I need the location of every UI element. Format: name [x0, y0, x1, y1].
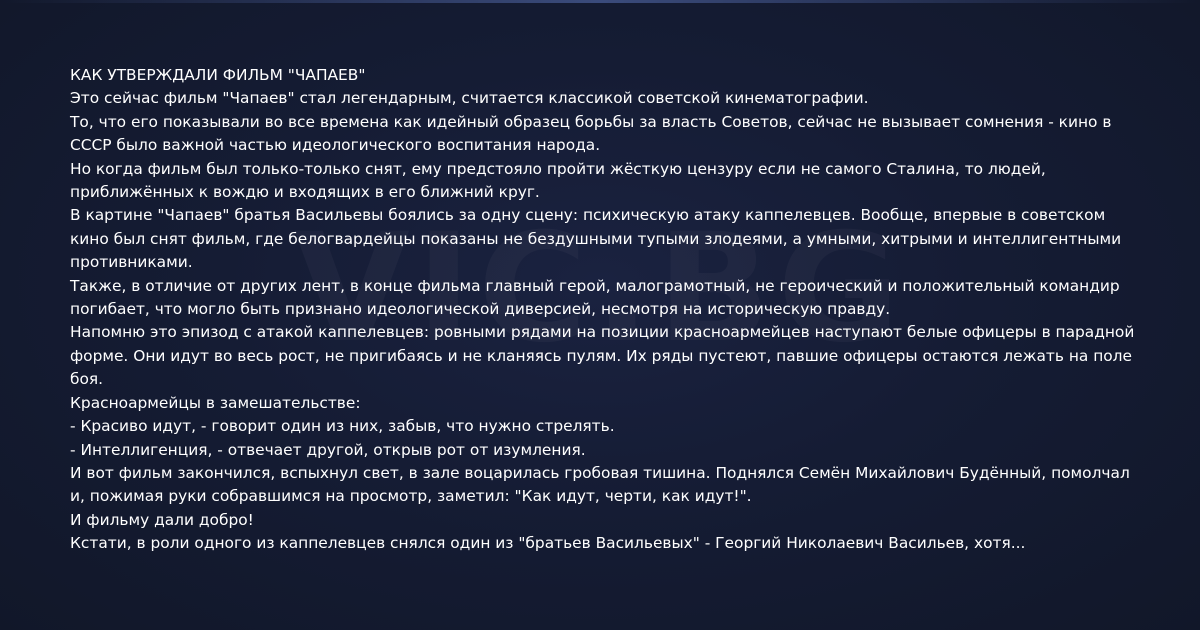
article-paragraph: Но когда фильм был только-только снят, ему предстояло пройти жёсткую цензуру если не самого Сталина, то людей, приближённых к вождю и входящих в его ближний круг. — [70, 159, 1046, 202]
article-paragraph: Это сейчас фильм "Чапаев" стал легендарным, считается классикой советской кинематографии. — [70, 89, 869, 108]
article-paragraph: Также, в отличие от других лент, в конце фильма главный герой, малограмотный, не героический и положительный командир погибает, что могло быть признано идеологической диверсией, несмотря на историческую правду. — [70, 276, 1120, 319]
top-border-glow — [0, 0, 1200, 3]
article-paragraph: Кстати, в роли одного из каппелевцев снялся один из "братьев Васильевых" - Георгий Николаевич Васильев, хотя... — [70, 534, 1026, 553]
article-title: КАК УТВЕРЖДАЛИ ФИЛЬМ "ЧАПАЕВ" — [70, 66, 366, 84]
article-text — [70, 64, 1138, 556]
article-paragraph: И фильму дали добро! — [70, 510, 254, 529]
dialogue-line: - Интеллигенция, - отвечает другой, открыв рот от изумления. — [70, 440, 586, 459]
dialogue-line: - Красиво идут, - говорит один из них, забыв, что нужно стрелять. — [70, 417, 615, 436]
article-paragraph: В картине "Чапаев" братья Васильевы боялись за одну сцену: психическую атаку каппелевцев. Вообще, впервые в советском кино был снят фильм, где белогвардейцы показаны не бездушными тупыми злодеями, а умными, хитрыми и интеллигентными противниками. — [70, 206, 1122, 272]
article-paragraph: И вот фильм закончился, вспыхнул свет, в зале воцарилась гробовая тишина. Поднялся Семён Михайлович Будённый, помолчал и, пожимая руки собравшимся на просмотр, заметил: "Как идут, черти, как идут!". — [70, 463, 1130, 506]
article-paragraph: То, что его показывали во все времена как идейный образец борьбы за власть Советов, сейчас не вызывает сомнения - кино в СССР было важной частью идеологического воспитания народа. — [70, 112, 1112, 155]
article-paragraph: Красноармейцы в замешательстве: — [70, 393, 361, 412]
article-paragraph: Напомню это эпизод с атакой каппелевцев: ровными рядами на позиции красноармейцев наступают белые офицеры в парадной форме. Они идут во весь рост, не пригибаясь и не кланяясь пулям. Их ряды пустеют, павшие офицеры остаются лежать на поле боя. — [70, 323, 1135, 389]
